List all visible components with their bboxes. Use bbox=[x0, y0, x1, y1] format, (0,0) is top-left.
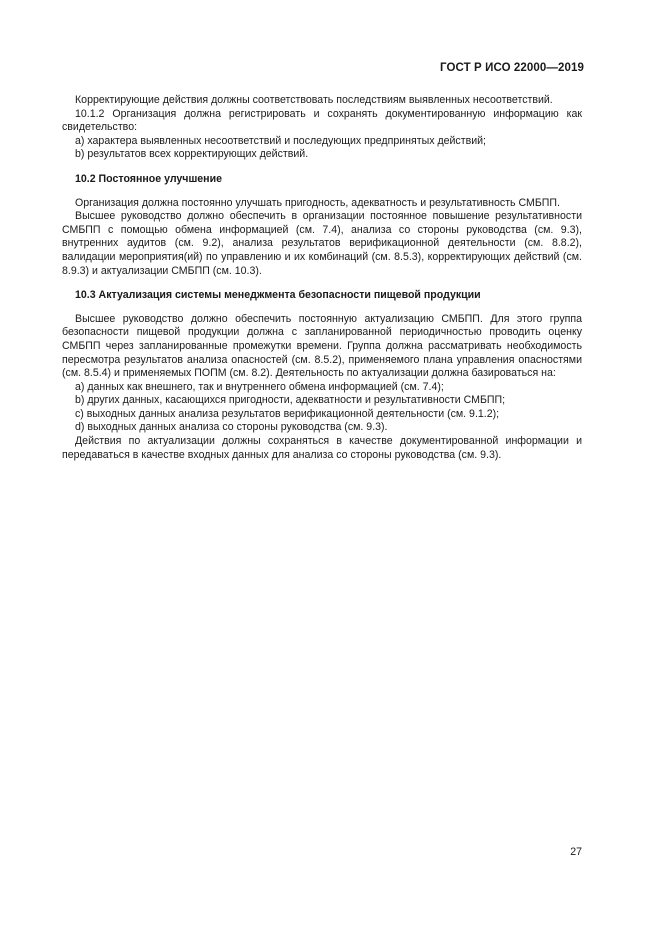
list-item: a) данных как внешнего, так и внутреннего обмена информацией (см. 7.4); bbox=[75, 380, 444, 393]
list-item: c) выходных данных анализа результатов верификационной деятельности (см. 9.1.2); bbox=[75, 407, 500, 420]
list-item: d) выходных данных анализа со стороны руководства (см. 9.3). bbox=[75, 421, 388, 434]
paragraph-10-1-2: 10.1.2 Организация должна регистрировать и сохранять документированную информацию как свидетельство: bbox=[62, 107, 582, 134]
paragraph-10-2-intro: Организация должна постоянно улучшать пригодность, адекватность и результативность СМБПП. bbox=[75, 196, 560, 209]
document-code-header: ГОСТ Р ИСО 22000—2019 bbox=[439, 62, 584, 74]
page-number: 27 bbox=[570, 846, 582, 858]
paragraph-10-2-body: Высшее руководство должно обеспечить в организации постоянное повышение результативности СМБПП с помощью обмена информацией (см. 7.4), анализа со стороны руководства (см. 9.3), внутренних аудитов (см. 9.2), анализа результатов верификационной деятельности (см. 8.8.2), валидации мероприятия(ий) по управлению и их комбинаций (см. 8.5.3), корректирующих действий (см. 8.9.3) и актуализации СМБПП (см. 10.3). bbox=[62, 210, 582, 277]
paragraph-10-3-intro: Высшее руководство должно обеспечить постоянную актуализацию СМБПП. Для этого группа безопасности пищевой продукции должна с запланированной периодичностью проводить оценку СМБПП через запланированные промежутки времени. Группа должна рассматривать необходимость пересмотра результатов анализа опасностей (см. 8.5.2), применяемого плана управления опасностями (см. 8.5.4) и применяемых ПОПМ (см. 8.2). Деятельность по актуализации должна базироваться на: bbox=[62, 312, 582, 380]
section-heading-10-3: 10.3 Актуализация системы менеджмента безопасности пищевой продукции bbox=[75, 289, 481, 302]
paragraph-corrective-actions: Корректирующие действия должны соответствовать последствиям выявленных несоответствий. bbox=[75, 94, 553, 106]
section-heading-10-2: 10.2 Постоянное улучшение bbox=[75, 172, 222, 185]
page-body bbox=[62, 94, 582, 462]
list-item: b) результатов всех корректирующих действий. bbox=[75, 148, 309, 161]
list-item: a) характера выявленных несоответствий и последующих предпринятых действий; bbox=[75, 134, 486, 147]
list-item: b) других данных, касающихся пригодности, адекватности и результативности СМБПП; bbox=[75, 394, 506, 407]
paragraph-10-3-closing: Действия по актуализации должны сохраняться в качестве документированной информации и передаваться в качестве входных данных для анализа со стороны руководства (см. 9.3). bbox=[62, 435, 582, 461]
